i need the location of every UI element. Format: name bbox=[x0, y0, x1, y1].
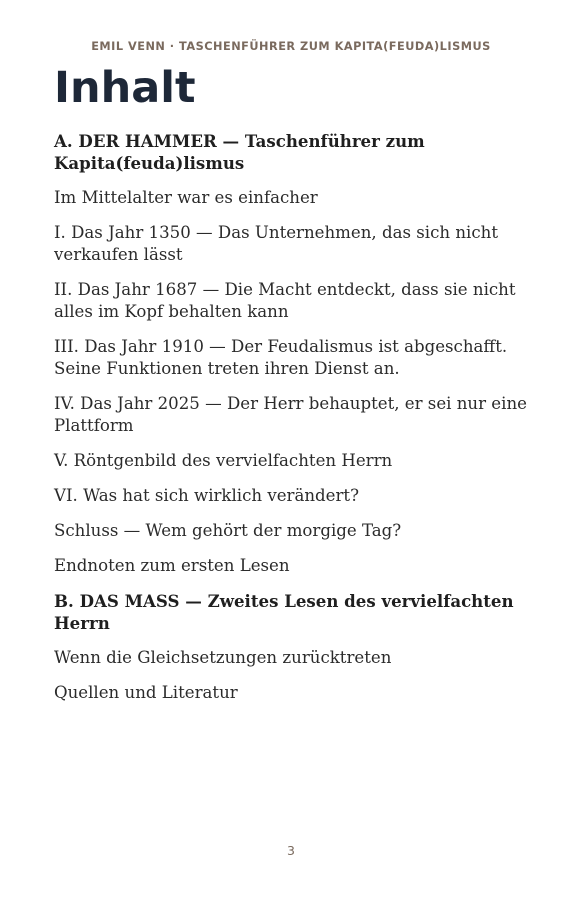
toc-entry-gleichsetzungen[interactable]: Wenn die Gleichsetzungen zurücktreten bbox=[54, 648, 392, 667]
toc-entry-1350[interactable]: I. Das Jahr 1350 — Das Unternehmen, das sich nicht verkaufen lässt bbox=[54, 223, 498, 264]
toc-entry-roentgenbild[interactable]: V. Röntgenbild des vervielfachten Herrn bbox=[54, 451, 393, 470]
toc-entry-1910[interactable]: III. Das Jahr 1910 — Der Feudalismus ist abgeschafft. Seine Funktionen treten ihren Dienst an. bbox=[54, 337, 508, 378]
toc-section-b-das-mass[interactable]: B. DAS MASS — Zweites Lesen des vervielfachten Herrn bbox=[54, 591, 514, 633]
toc-entry-mittelalter[interactable]: Im Mittelalter war es einfacher bbox=[54, 188, 318, 207]
toc-entry-veraendert[interactable]: VI. Was hat sich wirklich verändert? bbox=[54, 486, 359, 505]
page-title: Inhalt bbox=[54, 63, 196, 113]
running-header: EMIL VENN · TASCHENFÜHRER ZUM KAPITA(FEUDA)LISMUS bbox=[91, 40, 491, 53]
toc-entry-schluss[interactable]: Schluss — Wem gehört der morgige Tag? bbox=[54, 521, 402, 540]
toc-entry-2025[interactable]: IV. Das Jahr 2025 — Der Herr behauptet, er sei nur eine Plattform bbox=[54, 394, 527, 435]
toc-section-a-der-hammer[interactable]: A. DER HAMMER — Taschenführer zum Kapita(feuda)lismus bbox=[54, 131, 425, 173]
toc-entry-quellen[interactable]: Quellen und Literatur bbox=[54, 683, 238, 702]
table-of-contents bbox=[54, 130, 529, 717]
toc-entry-endnoten[interactable]: Endnoten zum ersten Lesen bbox=[54, 556, 290, 575]
toc-entry-1687[interactable]: II. Das Jahr 1687 — Die Macht entdeckt, dass sie nicht alles im Kopf behalten kann bbox=[54, 280, 516, 321]
page-number: 3 bbox=[287, 843, 295, 858]
